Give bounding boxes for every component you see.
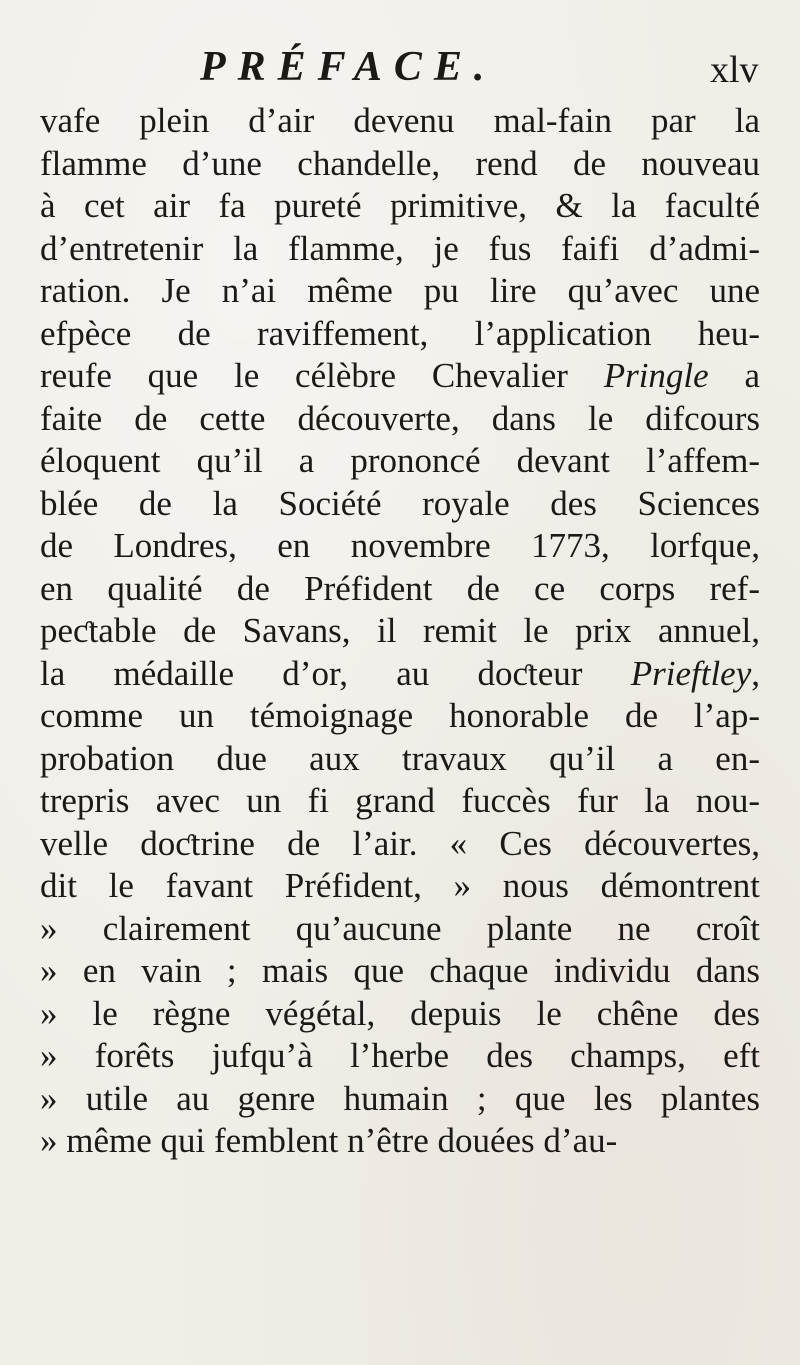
text-line [40, 398, 760, 441]
text-segment: probation due aux travaux qu’il a en- [40, 738, 760, 778]
text-segment: » utile au genre humain ; que les plantes [40, 1078, 760, 1118]
text-line [40, 738, 760, 781]
italic-name: Pringle [603, 356, 709, 395]
text-line [40, 440, 760, 483]
text-line [40, 610, 760, 653]
text-segment: » forêts jufqu’à l’herbe des champs, eft [40, 1036, 760, 1075]
running-head [0, 42, 800, 92]
text-segment: vafe plein d’air devenu mal-fain par la [40, 101, 760, 140]
text-segment: reufe que le célèbre Chevalier [40, 356, 604, 395]
text-segment: dit le favant Préfident, » nous démontrent [40, 866, 760, 905]
text-line [40, 908, 760, 951]
text-segment: de Londres, en novembre 1773, lorfque, [40, 526, 760, 565]
text-segment: trepris avec un fi grand fuccès fur la nou- [40, 781, 760, 820]
running-head-title: PRÉFACE. [200, 44, 497, 90]
text-line [40, 313, 760, 356]
text-segment: blée de la Société royale des Sciences [40, 483, 760, 523]
text-line [40, 100, 760, 143]
text-line [40, 568, 760, 611]
text-line [40, 355, 760, 398]
text-segment: a [708, 356, 760, 395]
text-segment: éloquent qu’il a prononcé devant l’affem- [40, 441, 760, 480]
text-line [40, 228, 760, 271]
text-segment: à cet air fa pureté primitive, & la faculté [40, 186, 760, 225]
text-segment: flamme d’une chandelle, rend de nouveau [40, 143, 760, 183]
text-line [40, 525, 760, 568]
text-line [40, 780, 760, 823]
text-line [40, 993, 760, 1036]
text-segment: , [751, 653, 760, 693]
text-segment: efpèce de raviffement, l’application heu- [40, 313, 760, 353]
text-segment: la médaille d’or, au doƈteur [40, 653, 631, 693]
text-line [40, 1078, 760, 1121]
text-line [40, 1035, 760, 1078]
text-line [40, 483, 760, 526]
text-segment: » en vain ; mais que chaque individu dans [40, 951, 760, 990]
text-line [40, 1120, 760, 1163]
text-line [40, 695, 760, 738]
body-text [40, 100, 760, 1163]
text-segment: velle doƈtrine de l’air. « Ces découvertes, [40, 823, 760, 863]
page-number: xlv [710, 49, 759, 91]
text-segment: ration. Je n’ai même pu lire qu’avec une [40, 271, 760, 310]
text-segment: » clairement qu’aucune plante ne croît [40, 908, 760, 948]
text-line [40, 270, 760, 313]
text-line [40, 185, 760, 228]
text-line [40, 865, 760, 908]
text-line [40, 823, 760, 866]
text-segment: en qualité de Préfident de ce corps ref- [40, 568, 760, 608]
text-segment: faite de cette découverte, dans le difcours [40, 398, 760, 438]
text-segment: comme un témoignage honorable de l’ap- [40, 696, 760, 735]
text-segment: » même qui femblent n’être douées d’au- [40, 1121, 618, 1160]
text-segment: peƈtable de Savans, il remit le prix annuel, [40, 611, 760, 650]
italic-name: Prieftley [630, 653, 752, 693]
text-line [40, 950, 760, 993]
text-segment: d’entretenir la flamme, je fus faifi d’admi- [40, 228, 760, 268]
text-line [40, 653, 760, 696]
text-line [40, 143, 760, 186]
text-segment: » le règne végétal, depuis le chêne des [40, 993, 760, 1033]
